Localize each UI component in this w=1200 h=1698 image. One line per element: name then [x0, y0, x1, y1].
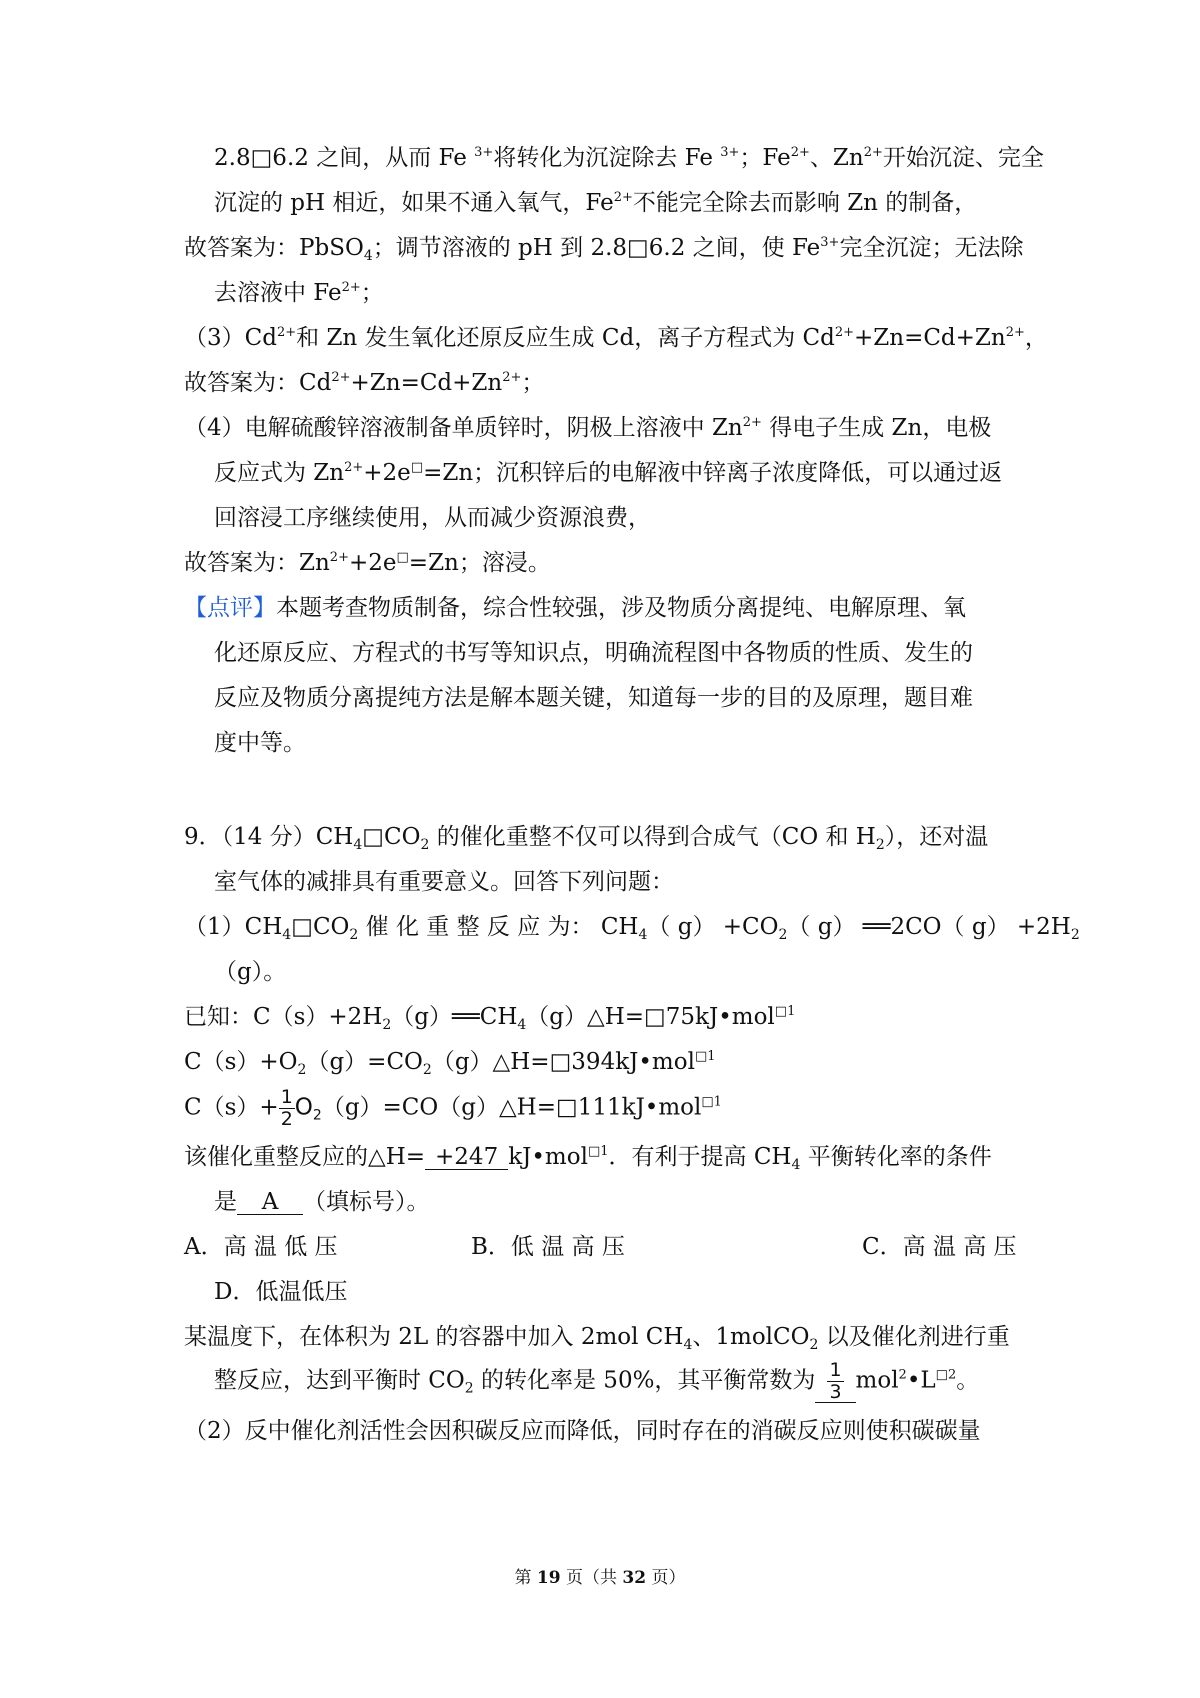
- text-line: $(1)CH_4□CO_2$ 催 化 重 整 反 应 为： $CH_4$（ $g) +CO_2$（ g） ══2CO（ $g) +2H_2$: [184, 914, 1080, 943]
- option-a: A．高 温 低 压: [184, 1234, 338, 1260]
- answer-blank-constant: [815, 1361, 855, 1403]
- answer-line: 故答案为：$Zn^{2+}+2e^□=Zn$；溶浸。: [184, 550, 551, 576]
- text-line: 反应及物质分离提纯方法是解本题关键，知道每一步的目的及原理，题目难: [214, 685, 973, 711]
- text-line: 去溶液中 $Fe^{2+}$；: [214, 280, 384, 306]
- fraction-one-third: $\frac{1}{3}$: [829, 1359, 842, 1403]
- fraction-half: $\frac{1}{2}$: [280, 1086, 293, 1130]
- text-line: 该催化重整反应的△H= +247 kJ•mol$^{□1}$．有利于提高 $CH_4$ 平衡转化率的条件: [184, 1144, 992, 1173]
- equation-line: $C(s)+O_2(g)=CO_2(g)\triangle H=□394kJ•mol^{□1}$: [184, 1049, 716, 1078]
- comment-label: 【点评】: [184, 595, 276, 621]
- equation-line: C（s）+ $\frac{1}{2}$ $O_2(g)=CO(g)\triangle H=□111kJ•mol^{□1}$: [184, 1086, 722, 1130]
- text-line: 沉淀的 pH 相近，如果不通入氧气，$Fe^{2+}$不能完全除去而影响 Zn 的制备，: [214, 190, 978, 216]
- text-line: $(3)Cd^{2+}$和 Zn 发生氧化还原反应生成 Cd，离子方程式为 $Cd^{2+}+Zn=Cd+Zn^{2+}$，: [184, 325, 1048, 351]
- comment-line: 【点评】本题考查物质制备，综合性较强，涉及物质分离提纯、电解原理、氧: [184, 595, 966, 621]
- text-line: （g）。: [214, 959, 287, 985]
- answer-line: 故答案为：$Cd^{2+}+Zn=Cd+Zn^{2+}$；: [184, 370, 545, 396]
- text-line: 2.8□6.2 之间，从而 Fe $^{3+}$将转化为沉淀除去 Fe $^{3+}$；$Fe^{2+}$、$Zn^{2+}$开始沉淀、完全: [214, 145, 1044, 171]
- option-b: B．低 温 高 压: [471, 1234, 625, 1260]
- answer-blank-choice: A: [237, 1191, 303, 1215]
- text-line: 反应式为 $Zn^{2+}+2e^□=Zn$；沉积锌后的电解液中锌离子浓度降低，可以通过返: [214, 460, 1003, 486]
- text-line: 化还原反应、方程式的书写等知识点，明确流程图中各物质的性质、发生的: [214, 640, 973, 666]
- question-line: 9．（14 分）$CH_4□CO_2$ 的催化重整不仅可以得到合成气（CO 和 $H_2$），还对温: [184, 824, 989, 853]
- text-line: 是 A （填标号）。: [214, 1189, 430, 1215]
- text-line: 室气体的减排具有重要意义。回答下列问题：: [214, 869, 674, 895]
- option-d: D．低温低压: [214, 1279, 348, 1305]
- text-line: 度中等。: [214, 730, 306, 756]
- page-footer: 第 19 页（共 32 页）: [514, 1568, 686, 1588]
- equation-line: 已知：$C(s)+2H_2(g)══CH_4(g)\triangle H=□75kJ•mol^{□1}$: [184, 1004, 796, 1033]
- text-line: 整反应，达到平衡时 $CO_2$ 的转化率是 50%，其平衡常数为 $\frac{1}{3}$ $mol^2•L^{□2}$。: [214, 1359, 980, 1403]
- answer-blank-enthalpy: +247: [425, 1146, 508, 1170]
- answer-line: 故答案为：PbSO$_4$；调节溶液的 pH 到 2.8□6.2 之间，使 $Fe^{3+}$完全沉淀；无法除: [184, 235, 1024, 264]
- text-line: （4）电解硫酸锌溶液制备单质锌时，阴极上溶液中 $Zn^{2+}$ 得电子生成 Zn，电极: [184, 415, 992, 441]
- text-line: 回溶浸工序继续使用，从而减少资源浪费，: [214, 505, 651, 531]
- option-c: C．高 温 高 压: [862, 1234, 1017, 1260]
- text-line: （2）反中催化剂活性会因积碳反应而降低，同时存在的消碳反应则使积碳碳量: [184, 1418, 981, 1444]
- text-line: 某温度下，在体积为 2L 的容器中加入 2mol $CH_4$、1molCO$_2$ 以及催化剂进行重: [184, 1324, 1010, 1353]
